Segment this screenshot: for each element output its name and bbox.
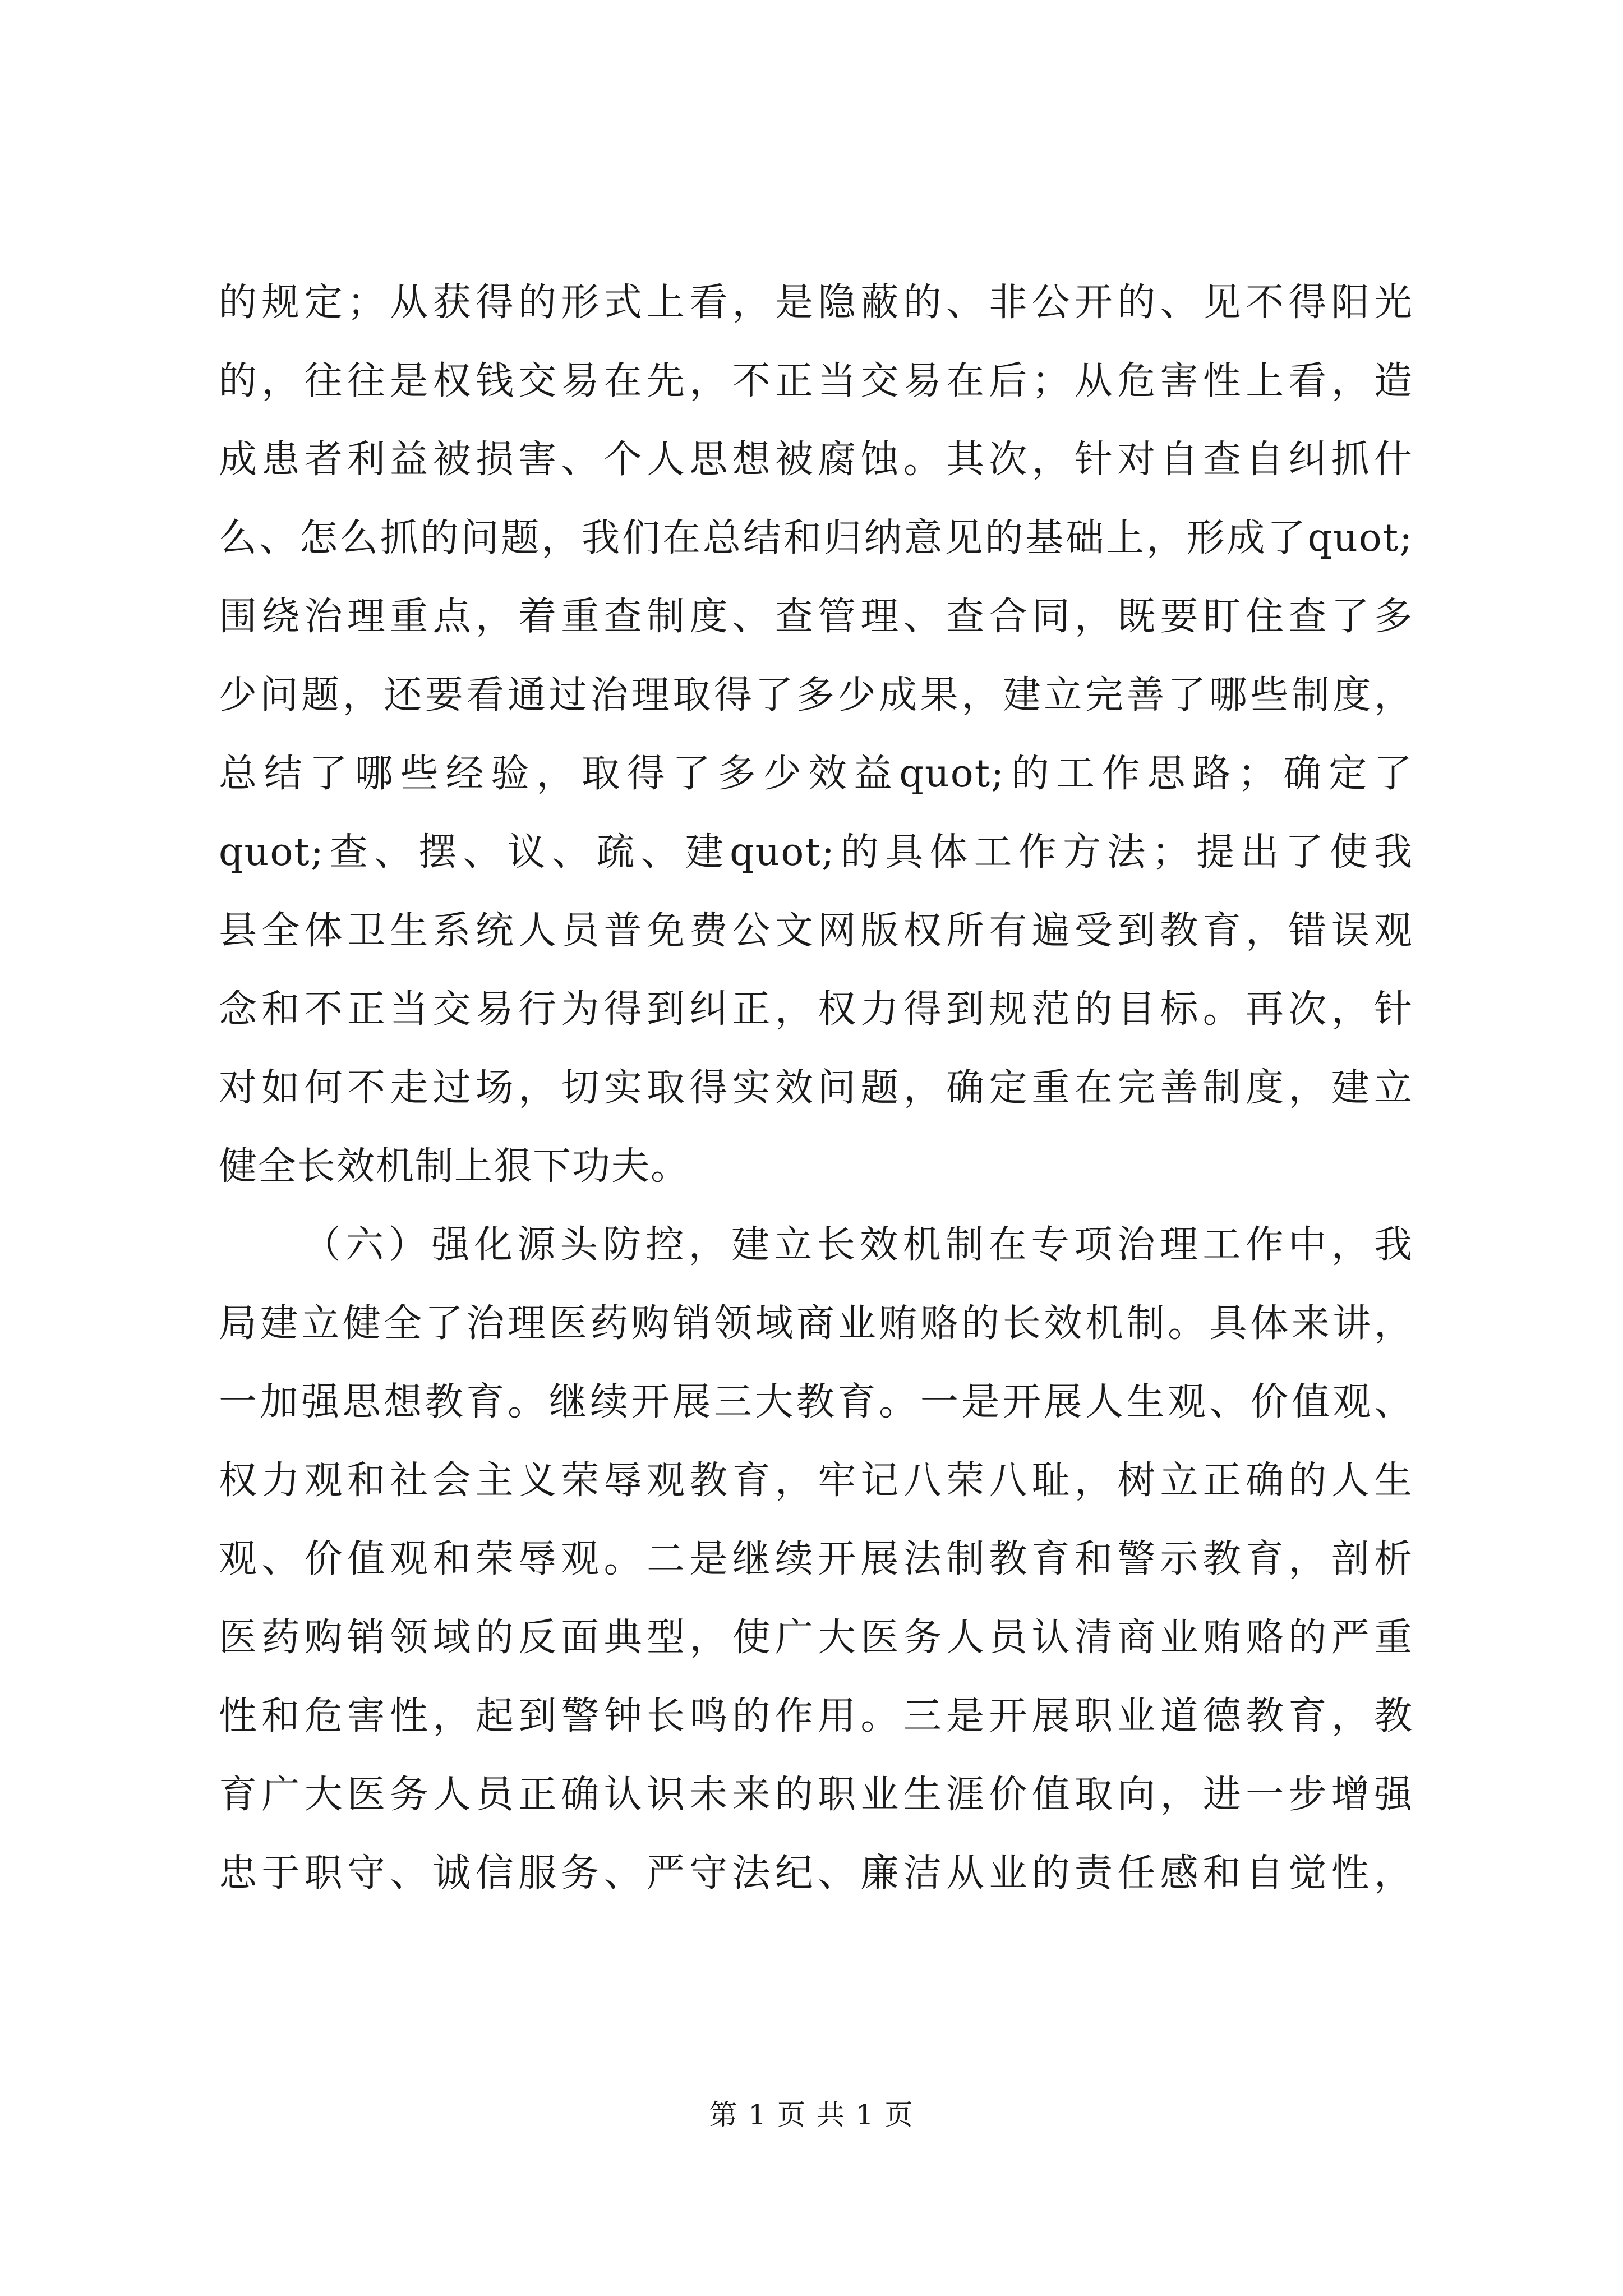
- text-line: 对如何不走过场，切实取得实效问题，确定重在完善制度，建立: [219, 1066, 1413, 1110]
- text-line: 权力观和社会主义荣辱观教育，牢记八荣八耻，树立正确的人生: [219, 1458, 1413, 1503]
- text-line: 医药购销领域的反面典型，使广大医务人员认清商业贿赂的严重: [219, 1616, 1413, 1660]
- text-line: 性和危害性，起到警钟长鸣的作用。三是开展职业道德教育，教: [219, 1694, 1413, 1738]
- text-line: 观、价值观和荣辱观。二是继续开展法制教育和警示教育，剖析: [219, 1537, 1413, 1581]
- text-line: 念和不正当交易行为得到纠正，权力得到规范的目标。再次，针: [219, 987, 1413, 1032]
- text-line: 的，往往是权钱交易在先，不正当交易在后；从危害性上看，造: [219, 359, 1413, 403]
- text-line: 么、怎么抓的问题，我们在总结和归纳意见的基础上，形成了quot;: [219, 516, 1413, 560]
- document-body: [219, 264, 1413, 1913]
- text-line: quot;查、摆、议、疏、建quot;的具体工作方法；提出了使我: [219, 830, 1413, 875]
- text-line: 总结了哪些经验，取得了多少效益quot;的工作思路；确定了: [219, 752, 1413, 796]
- text-line: 的规定；从获得的形式上看，是隐蔽的、非公开的、见不得阳光: [219, 280, 1413, 325]
- text-line: 县全体卫生系统人员普免费公文网版权所有遍受到教育，错误观: [219, 909, 1413, 953]
- text-line: 少问题，还要看通过治理取得了多少成果，建立完善了哪些制度，: [219, 673, 1413, 717]
- page-number-footer: 第 1 页 共 1 页: [709, 2099, 914, 2131]
- text-line: 一加强思想教育。继续开展三大教育。一是开展人生观、价值观、: [219, 1380, 1413, 1424]
- text-line: 成患者利益被损害、个人思想被腐蚀。其次，针对自查自纠抓什: [219, 438, 1413, 482]
- text-line: 忠于职守、诚信服务、严守法纪、廉洁从业的责任感和自觉性，: [219, 1851, 1413, 1895]
- text-line: 围绕治理重点，着重查制度、查管理、查合同，既要盯住查了多: [219, 595, 1413, 639]
- text-line: 局建立健全了治理医药购销领域商业贿赂的长效机制。具体来讲，: [219, 1301, 1413, 1346]
- section-heading-line: （六）强化源头防控，建立长效机制在专项治理工作中，我: [303, 1223, 1413, 1267]
- paragraph-end-line: 健全长效机制上狠下功夫。: [219, 1144, 690, 1189]
- text-line: 育广大医务人员正确认识未来的职业生涯价值取向，进一步增强: [219, 1773, 1413, 1817]
